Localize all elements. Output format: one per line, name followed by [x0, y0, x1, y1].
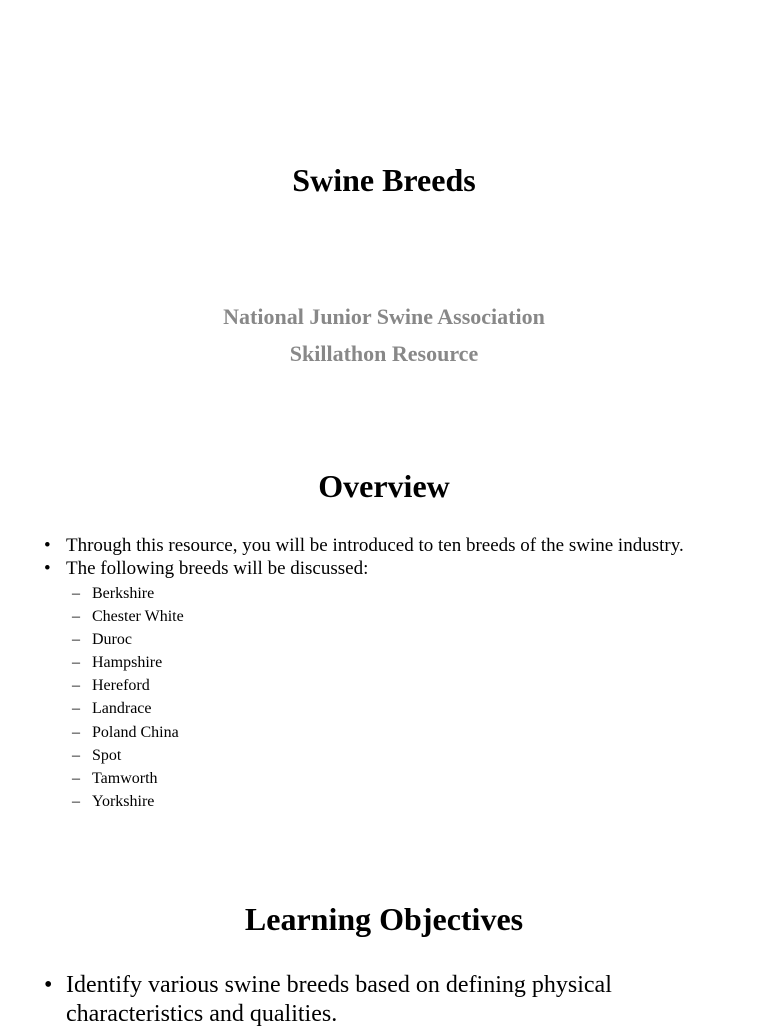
breed-name: Hampshire: [92, 654, 163, 672]
bullet-icon: •: [44, 558, 51, 579]
breed-name: Hereford: [92, 677, 150, 695]
dash-icon: –: [72, 746, 80, 764]
breed-item: [72, 582, 734, 605]
breed-name: Landrace: [92, 700, 152, 718]
overview-heading: Overview: [318, 468, 450, 504]
dash-icon: –: [72, 723, 80, 741]
dash-icon: –: [72, 631, 80, 649]
breed-item: [72, 674, 734, 697]
breed-name: Tamworth: [92, 769, 158, 787]
subtitle-organization: National Junior Swine Association: [223, 304, 545, 329]
bullet-icon: •: [44, 535, 51, 556]
breed-item: [72, 744, 734, 767]
dash-icon: –: [72, 700, 80, 718]
breed-item: [72, 605, 734, 628]
breed-name: Chester White: [92, 608, 184, 626]
breed-item: [72, 767, 734, 790]
breed-item: [72, 697, 734, 720]
dash-icon: –: [72, 769, 80, 787]
breed-item: [72, 651, 734, 674]
dash-icon: –: [72, 608, 80, 626]
page-title: Swine Breeds: [292, 162, 476, 198]
breed-name: Berkshire: [92, 585, 155, 602]
breed-list: [66, 582, 734, 813]
overview-bullet-breeds: [44, 559, 734, 813]
dash-icon: –: [72, 585, 80, 602]
breed-item: [72, 628, 734, 651]
breed-name: Yorkshire: [92, 792, 155, 810]
overview-bullet-intro: [44, 536, 734, 556]
breed-name: Spot: [92, 746, 122, 764]
objectives-bullet: [44, 971, 734, 1029]
bullet-icon: •: [44, 972, 53, 998]
overview-bullet-breeds-text: The following breeds will be discussed:: [66, 558, 369, 579]
objectives-bullet-list: [44, 971, 734, 1032]
learning-objectives-heading: Learning Objectives: [244, 901, 524, 937]
overview-bullet-list: [44, 536, 734, 816]
overview-bullet-intro-text: Through this resource, you will be introduced to ten breeds of the swine industry.: [66, 535, 684, 556]
breed-name: Duroc: [92, 631, 132, 649]
subtitle: [0, 298, 768, 372]
dash-icon: –: [72, 677, 80, 695]
dash-icon: –: [72, 792, 80, 810]
subtitle-resource: Skillathon Resource: [289, 341, 479, 366]
dash-icon: –: [72, 654, 80, 672]
breed-item: [72, 790, 734, 813]
breed-name: Poland China: [92, 723, 179, 741]
breed-item: [72, 721, 734, 744]
objectives-bullet-text: Identify various swine breeds based on defining physical characteristics and qualities.: [66, 972, 612, 1027]
